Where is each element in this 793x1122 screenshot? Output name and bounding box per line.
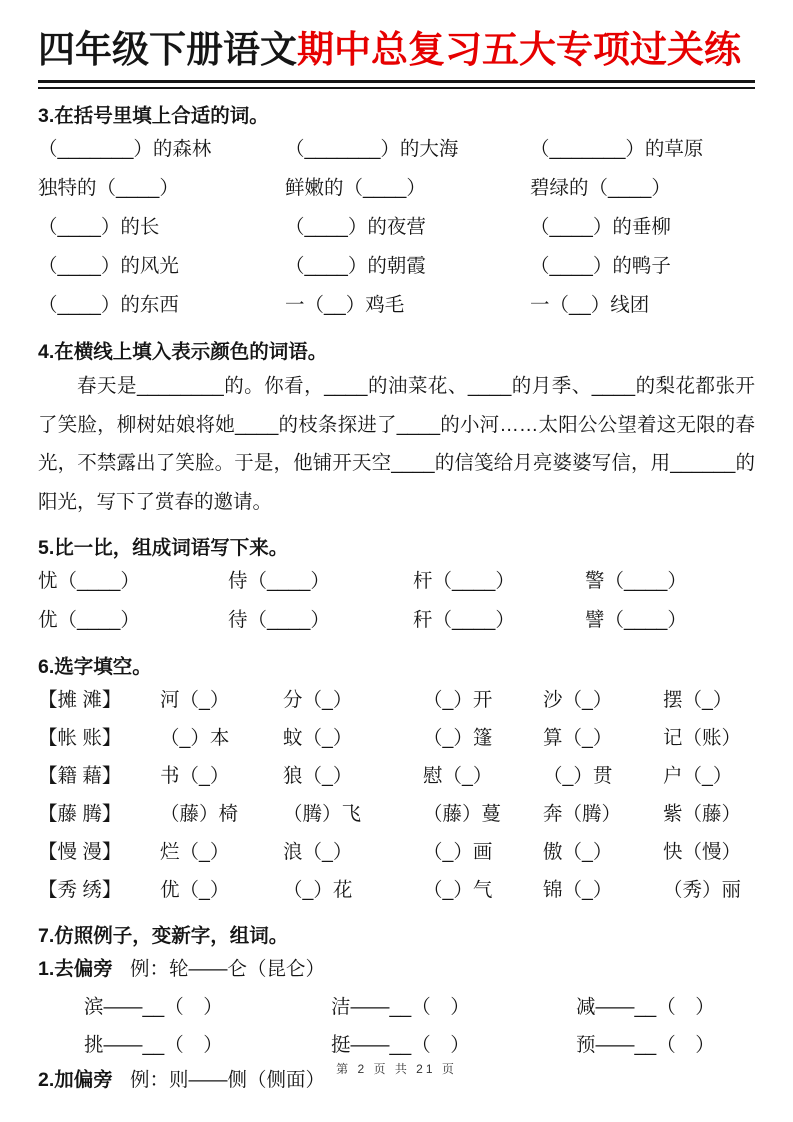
section-5-heading: 5.比一比，组成词语写下来。 [38,537,289,559]
fill-blank-item: 待（____） [228,609,330,631]
fill-blank-item: 侍（____） [228,570,330,592]
char-options: 【秀 绣】 [38,879,122,901]
char-options: 【帐 账】 [38,727,122,749]
fill-blank-item: 快（慢） [663,841,742,863]
compare-compose-row [38,601,755,640]
fill-word-row [38,169,755,208]
fill-blank-item: 一（__）线团 [530,294,650,316]
fill-blank-item: （_______）的草原 [530,138,704,160]
fill-blank-item: 碧绿的（____） [530,177,671,199]
fill-blank-item: 秆（____） [413,609,515,631]
fill-blank-item: 紫（藤） [663,803,742,825]
fill-blank-item: （_）本 [160,727,230,749]
fill-blank-item: （_）贯 [543,765,613,787]
fill-blank-item: 户（_） [663,765,733,787]
char-options: 【慢 漫】 [38,841,122,863]
fill-blank-item: （____）的鸭子 [530,255,671,277]
choose-char-row [38,681,755,719]
char-options: 【籍 藉】 [38,765,122,787]
section-7-heading: 7.仿照例子，变新字，组词。 [38,925,289,947]
fill-blank-item: （____）的长 [38,216,160,238]
choose-char-row [38,757,755,795]
fill-blank-item: （____）的东西 [38,294,179,316]
color-words-paragraph: 春天是________的。你看，____的油菜花、____的月季、____的梨花都张开了笑脸，柳树姑娘将她____的枝条探进了____的小河……太阳公公望着这无限的春光，不禁露出了笑脸。于是，他铺开天空____的信笺给月亮婆婆写信，用______的阳光，写下了赏春的邀请。 [38,375,755,513]
fill-blank-item: 警（____） [585,570,687,592]
fill-blank-item: （____）的垂柳 [530,216,671,238]
fill-blank-item: 狼（_） [283,765,353,787]
fill-blank-item: （_）篷 [423,727,493,749]
fill-blank-item: 烂（_） [160,841,230,863]
fill-blank-item: （_）气 [423,879,493,901]
fill-blank-item: （____）的风光 [38,255,179,277]
fill-blank-item: 沙（_） [543,689,613,711]
fill-word-row [38,208,755,247]
section-3-heading: 3.在括号里填上合适的词。 [38,105,269,127]
sub-rule-example: 例：则——侧（侧面） [130,1069,326,1091]
compare-compose-row [38,562,755,601]
fill-blank-item: 独特的（____） [38,177,179,199]
fill-blank-item: 一（__）鸡毛 [285,294,405,316]
fill-blank-item: 洁——__（ ） [331,996,470,1018]
page-title [38,22,755,78]
fill-blank-item: （_）画 [423,841,493,863]
new-char-row [84,988,755,1026]
fill-blank-item: 摆（_） [663,689,733,711]
fill-blank-item: 分（_） [283,689,353,711]
fill-blank-item: 河（_） [160,689,230,711]
fill-blank-item: 减——__（ ） [576,996,715,1018]
fill-blank-item: 优（_） [160,879,230,901]
sub-rule-example: 例：轮——仑（昆仑） [130,958,326,980]
fill-blank-item: （_）开 [423,689,493,711]
char-options: 【摊 滩】 [38,689,122,711]
fill-blank-item: 锦（_） [543,879,613,901]
fill-blank-item: 譬（____） [585,609,687,631]
fill-blank-item: 滨——__（ ） [84,996,223,1018]
page-title-black: 四年级下册语文 [38,29,297,70]
fill-blank-item: 忧（____） [38,570,140,592]
fill-blank-item: 算（_） [543,727,613,749]
sub-rule-remove-radical [38,950,755,988]
fill-blank-item: 奔（腾） [543,803,622,825]
sub-rule-label: 1.去偏旁 [38,958,113,980]
fill-blank-item: （秀）丽 [663,879,742,901]
fill-blank-item: 记（账） [663,727,742,749]
fill-blank-item: （_）花 [283,879,353,901]
fill-blank-item: （_______）的森林 [38,138,212,160]
fill-blank-item: 挺——__（ ） [331,1034,470,1056]
fill-blank-item: 书（_） [160,765,230,787]
choose-char-row [38,719,755,757]
section-4-heading: 4.在横线上填入表示颜色的词语。 [38,341,328,363]
fill-blank-item: （藤）椅 [160,803,239,825]
sub-rule-label: 2.加偏旁 [38,1069,113,1091]
page-number: 第 2 页 共 21 页 [336,1062,457,1076]
fill-blank-item: 挑——__（ ） [84,1034,223,1056]
fill-blank-item: （_______）的大海 [285,138,459,160]
fill-blank-item: 鲜嫩的（____） [285,177,426,199]
fill-blank-item: （____）的夜营 [285,216,426,238]
new-char-row [84,1026,755,1064]
fill-blank-item: 蚊（_） [283,727,353,749]
fill-blank-item: 慰（_） [423,765,493,787]
fill-blank-item: 预——__（ ） [576,1034,715,1056]
char-options: 【藤 腾】 [38,803,122,825]
page-title-red: 期中总复习五大专项过关练 [297,29,741,70]
choose-char-row [38,871,755,909]
fill-blank-item: 浪（_） [283,841,353,863]
fill-blank-item: 优（____） [38,609,140,631]
fill-word-row [38,130,755,169]
fill-blank-item: 杆（____） [413,570,515,592]
fill-word-row [38,247,755,286]
fill-blank-item: （____）的朝霞 [285,255,426,277]
fill-blank-item: 傲（_） [543,841,613,863]
fill-word-row [38,286,755,325]
fill-blank-item: （藤）蔓 [423,803,502,825]
section-6-heading: 6.选字填空。 [38,656,152,678]
choose-char-row [38,795,755,833]
fill-blank-item: （腾）飞 [283,803,362,825]
choose-char-row [38,833,755,871]
title-divider [38,80,755,89]
